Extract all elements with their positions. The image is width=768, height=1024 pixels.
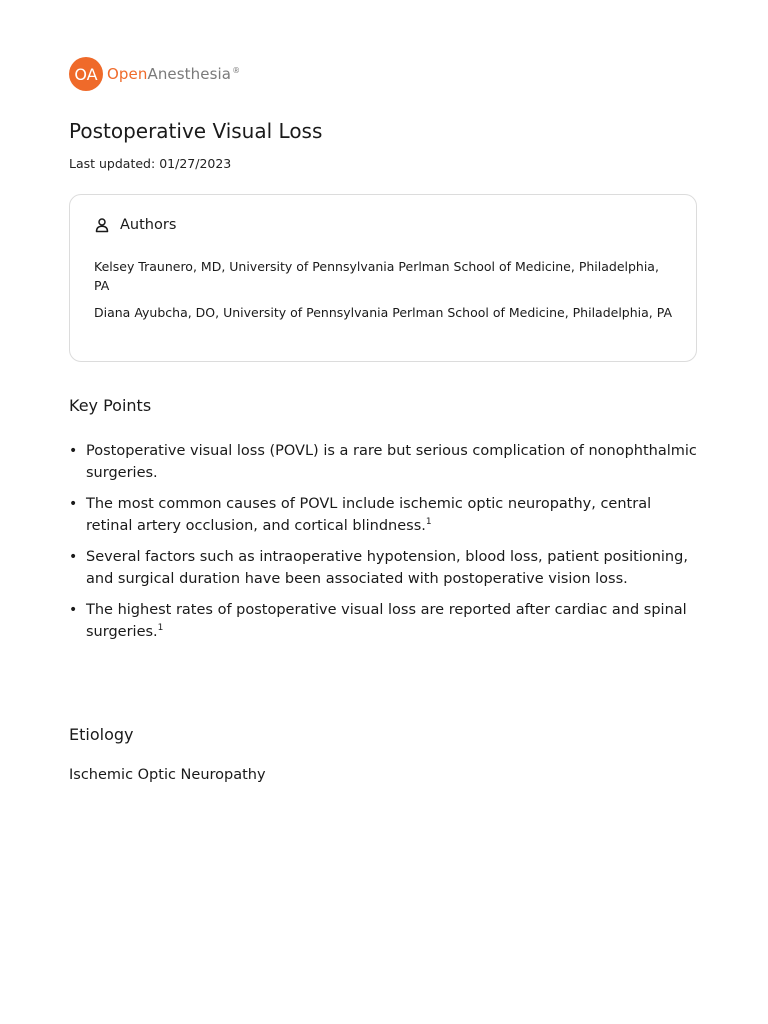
- bullet-icon: •: [69, 602, 78, 618]
- reference-marker[interactable]: 1: [425, 516, 432, 527]
- bullet-icon: •: [69, 549, 78, 565]
- author-entry: Kelsey Traunero, MD, University of Pennsylvania Perlman School of Medicine, Philadelphia, PA: [94, 259, 659, 293]
- key-point-item: [69, 441, 697, 484]
- key-point-item: [69, 494, 697, 537]
- openanesthesia-logo-icon: [69, 57, 103, 91]
- key-point-text: The most common causes of POVL include ischemic optic neuropathy, central retinal artery occlusion, and cortical blindness.: [86, 496, 652, 534]
- person-icon: [94, 217, 110, 233]
- last-updated-date: 01/27/2023: [159, 156, 232, 171]
- last-updated-label: Last updated:: [69, 156, 156, 171]
- logo-letters: OA: [74, 65, 98, 84]
- key-point-text: The highest rates of postoperative visual loss are reported after cardiac and spinal surgeries.: [86, 602, 687, 640]
- brand-header[interactable]: [69, 57, 240, 91]
- key-point-text: Postoperative visual loss (POVL) is a rare but serious complication of nonophthalmic surgeries.: [86, 443, 697, 481]
- reference-marker[interactable]: 1: [157, 622, 164, 633]
- key-point-text: Several factors such as intraoperative hypotension, blood loss, patient positioning, and surgical duration have been associated with postoperative vision loss.: [86, 549, 688, 587]
- last-updated: [69, 156, 231, 171]
- bullet-icon: •: [69, 443, 78, 459]
- key-point-item: [69, 600, 697, 643]
- key-points-heading: Key Points: [69, 396, 152, 415]
- etiology-heading: Etiology: [69, 725, 134, 744]
- brand-name-open: Open: [107, 65, 148, 83]
- key-points-list: [69, 441, 697, 653]
- page-title: Postoperative Visual Loss: [69, 119, 323, 143]
- bullet-icon: •: [69, 496, 78, 512]
- authors-card: [69, 194, 697, 362]
- brand-name: [107, 65, 240, 83]
- authors-header: [94, 217, 176, 233]
- registered-mark: ®: [232, 66, 241, 75]
- ischemic-optic-neuropathy-heading: Ischemic Optic Neuropathy: [69, 767, 266, 783]
- author-entry: Diana Ayubcha, DO, University of Pennsylvania Perlman School of Medicine, Philadelphia, PA: [94, 305, 673, 320]
- brand-name-anesthesia: Anesthesia: [147, 65, 232, 83]
- authors-heading: Authors: [120, 217, 177, 233]
- key-point-item: [69, 547, 697, 590]
